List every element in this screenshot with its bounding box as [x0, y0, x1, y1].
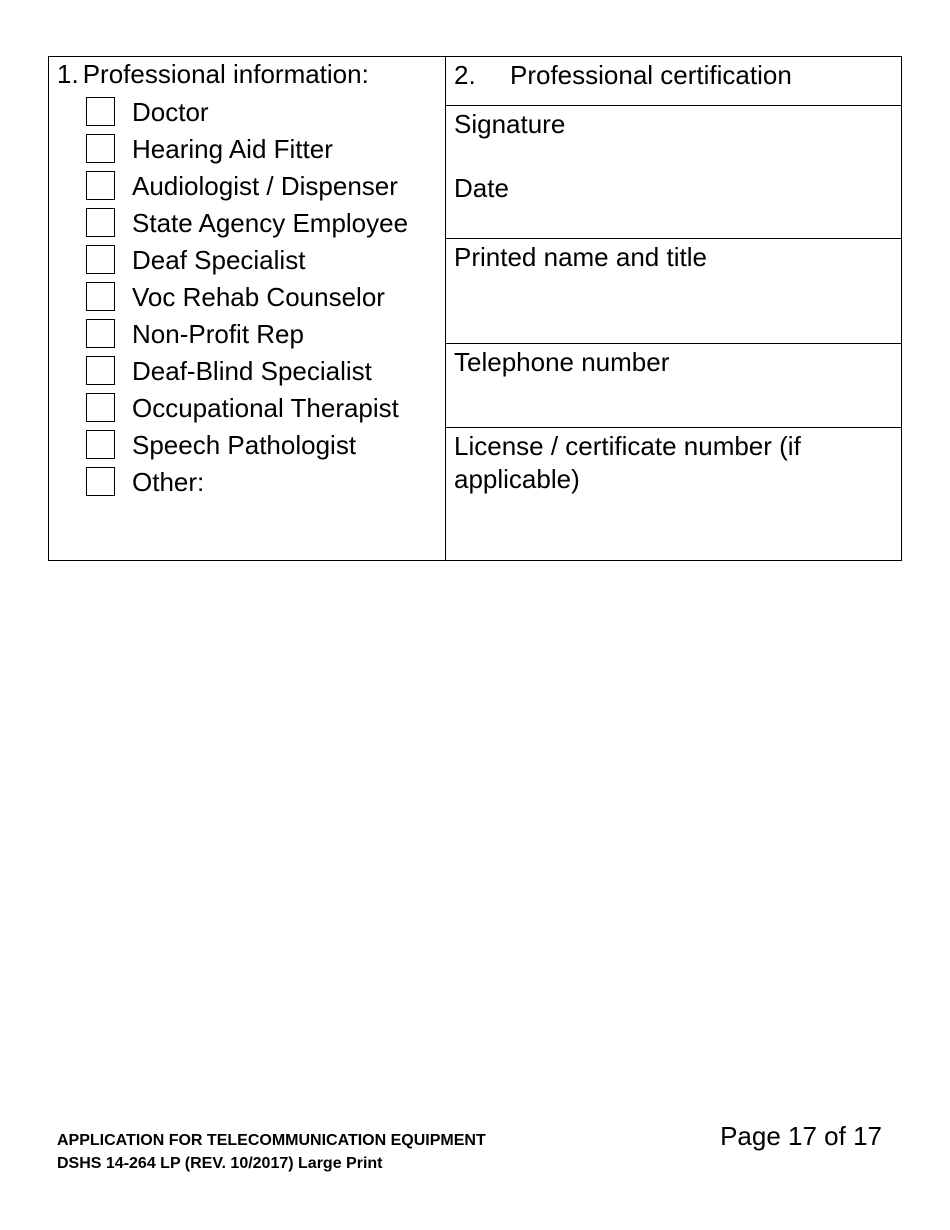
signature-label: Signature	[454, 109, 566, 139]
section-title: Professional certification	[510, 60, 792, 90]
checkbox-label: Audiologist / Dispenser	[132, 170, 398, 201]
printed-name-field[interactable]	[446, 239, 901, 344]
profession-option-occupational-therapist	[86, 389, 408, 426]
checkbox-label: Deaf-Blind Specialist	[132, 355, 372, 386]
telephone-field[interactable]	[446, 344, 901, 428]
signature-date-field[interactable]	[446, 106, 901, 239]
non-profit-rep-checkbox[interactable]	[86, 319, 115, 348]
section-title: Professional information:	[82, 59, 369, 89]
profession-checkbox-list	[86, 93, 408, 500]
professional-information-section	[49, 57, 446, 560]
section-number: 1.	[57, 59, 79, 89]
checkbox-label: Non-Profit Rep	[132, 318, 304, 349]
deaf-specialist-checkbox[interactable]	[86, 245, 115, 274]
checkbox-label: Speech Pathologist	[132, 429, 357, 460]
hearing-aid-fitter-checkbox[interactable]	[86, 134, 115, 163]
form-footer	[57, 1129, 486, 1175]
profession-option-doctor	[86, 93, 408, 130]
checkbox-label: Hearing Aid Fitter	[132, 133, 333, 164]
profession-option-speech-pathologist	[86, 426, 408, 463]
audiologist-checkbox[interactable]	[86, 171, 115, 200]
profession-option-other	[86, 463, 408, 500]
checkbox-label: Occupational Therapist	[132, 392, 399, 423]
telephone-label: Telephone number	[454, 347, 670, 377]
license-label: License / certificate number (if applicable)	[454, 431, 801, 494]
profession-option-deaf-blind-specialist	[86, 352, 408, 389]
professional-information-heading	[57, 59, 369, 89]
profession-option-state-agency-employee	[86, 204, 408, 241]
voc-rehab-counselor-checkbox[interactable]	[86, 282, 115, 311]
form-title: APPLICATION FOR TELECOMMUNICATION EQUIPMENT	[57, 1132, 486, 1149]
profession-option-hearing-aid-fitter	[86, 130, 408, 167]
professional-form-table	[48, 56, 902, 561]
occupational-therapist-checkbox[interactable]	[86, 393, 115, 422]
license-number-field[interactable]	[446, 428, 901, 561]
professional-certification-heading	[446, 57, 901, 106]
form-number: DSHS 14-264 LP (REV. 10/2017) Large Print	[57, 1155, 383, 1172]
page-number: Page 17 of 17	[720, 1121, 882, 1151]
speech-pathologist-checkbox[interactable]	[86, 430, 115, 459]
professional-certification-section	[446, 57, 901, 560]
checkbox-label: Doctor	[132, 96, 209, 127]
state-agency-employee-checkbox[interactable]	[86, 208, 115, 237]
profession-option-deaf-specialist	[86, 241, 408, 278]
checkbox-label: Other:	[132, 466, 205, 497]
section-number: 2.	[454, 60, 476, 90]
profession-option-voc-rehab-counselor	[86, 278, 408, 315]
doctor-checkbox[interactable]	[86, 97, 115, 126]
checkbox-label: Voc Rehab Counselor	[132, 281, 385, 312]
profession-option-audiologist	[86, 167, 408, 204]
profession-option-non-profit-rep	[86, 315, 408, 352]
deaf-blind-specialist-checkbox[interactable]	[86, 356, 115, 385]
printed-name-label: Printed name and title	[454, 242, 707, 272]
checkbox-label: Deaf Specialist	[132, 244, 306, 275]
date-label: Date	[454, 173, 509, 203]
other-checkbox[interactable]	[86, 467, 115, 496]
checkbox-label: State Agency Employee	[132, 207, 409, 238]
